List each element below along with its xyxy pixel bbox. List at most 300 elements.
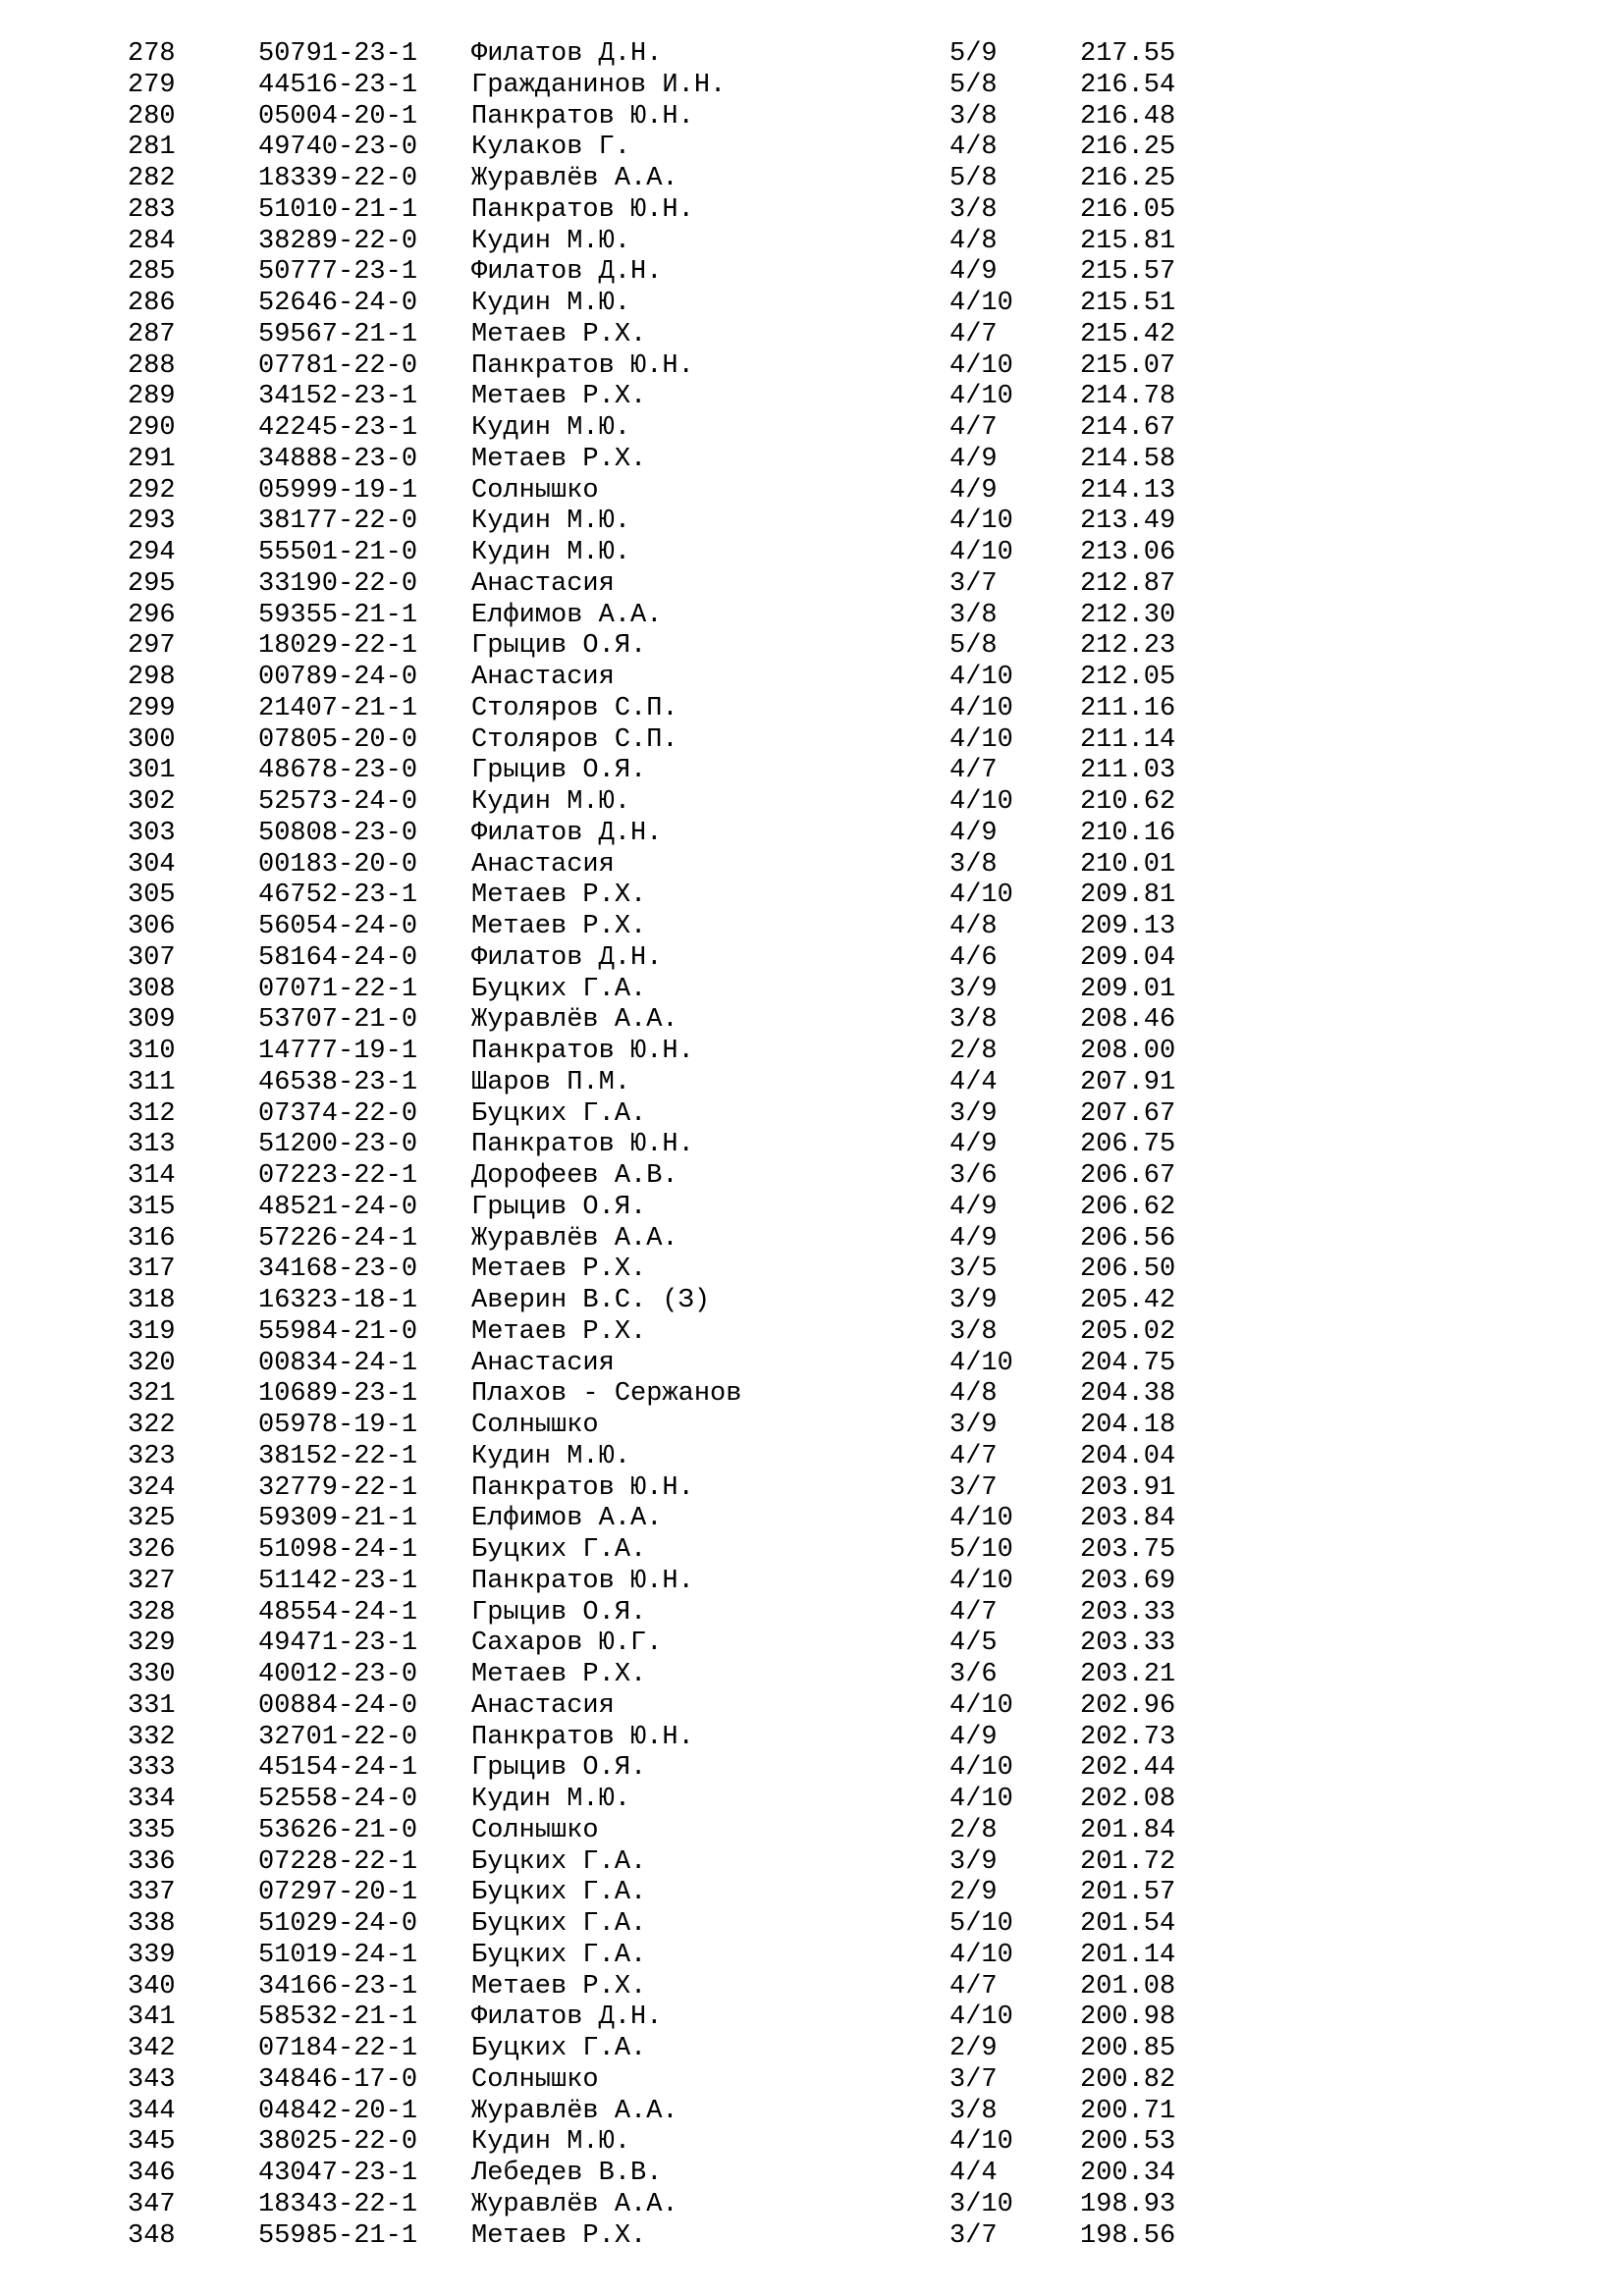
score-cell: 214.67 [1080,413,1176,443]
id-cell: 49740-23-0 [258,133,418,163]
id-cell: 00183-20-0 [258,849,418,880]
ratio-cell: 4/10 [949,1785,1013,1814]
rank-cell: 329 [128,1629,176,1659]
score-cell: 209.81 [1080,881,1176,911]
ratio-cell: 3/9 [949,1411,998,1440]
score-cell: 201.57 [1080,1878,1176,1908]
score-cell: 200.34 [1080,2159,1176,2188]
rank-cell: 284 [128,226,176,256]
score-cell: 202.08 [1080,1785,1176,1814]
ratio-cell: 4/10 [949,724,1013,755]
ratio-cell: 4/9 [949,1722,998,1752]
id-cell: 59309-21-1 [258,1504,418,1534]
owner-cell: Журавлёв А.А. [471,1223,678,1254]
rank-cell: 318 [128,1286,176,1315]
id-cell: 18343-22-1 [258,2189,418,2219]
owner-cell: Филатов Д.Н. [471,257,663,288]
rank-cell: 282 [128,164,176,193]
ratio-cell: 2/8 [949,1815,998,1845]
id-cell: 58164-24-0 [258,942,418,973]
table-row [0,2034,1624,2065]
id-cell: 05978-19-1 [258,1411,418,1440]
table-row [0,1349,1624,1380]
table-row [0,2190,1624,2221]
ratio-cell: 3/10 [949,2189,1013,2219]
rank-cell: 292 [128,475,176,506]
owner-cell: Филатов Д.Н. [471,39,663,69]
rank-cell: 311 [128,1067,176,1097]
table-row [0,2097,1624,2128]
rank-cell: 330 [128,1660,176,1689]
rank-cell: 310 [128,1037,176,1066]
id-cell: 48678-23-0 [258,756,418,786]
score-cell: 211.14 [1080,724,1176,755]
ratio-cell: 4/10 [949,663,1013,692]
score-cell: 202.73 [1080,1722,1176,1752]
score-cell: 200.53 [1080,2127,1176,2158]
rank-cell: 327 [128,1566,176,1596]
table-row [0,382,1624,413]
owner-cell: Кудин М.Ю. [471,538,631,567]
ratio-cell: 4/10 [949,1940,1013,1970]
score-cell: 215.07 [1080,350,1176,381]
rank-cell: 314 [128,1161,176,1191]
id-cell: 07805-20-0 [258,724,418,755]
owner-cell: Елфимов А.А. [471,600,663,630]
rank-cell: 333 [128,1753,176,1784]
rank-cell: 289 [128,382,176,412]
ratio-cell: 4/8 [949,912,998,941]
ratio-cell: 4/7 [949,756,998,786]
rank-cell: 302 [128,787,176,817]
ratio-cell: 4/10 [949,289,1013,318]
score-cell: 201.08 [1080,1971,1176,2002]
id-cell: 59567-21-1 [258,319,418,349]
owner-cell: Панкратов Ю.Н. [471,1130,694,1160]
ratio-cell: 4/7 [949,1971,998,2002]
table-row [0,601,1624,632]
table-row [0,975,1624,1006]
score-cell: 213.49 [1080,507,1176,537]
score-cell: 203.91 [1080,1472,1176,1503]
owner-cell: Панкратов Ю.Н. [471,101,694,132]
id-cell: 38025-22-0 [258,2127,418,2158]
id-cell: 34888-23-0 [258,444,418,474]
score-cell: 201.72 [1080,1846,1176,1877]
score-cell: 203.84 [1080,1504,1176,1534]
id-cell: 49471-23-1 [258,1629,418,1659]
id-cell: 07374-22-0 [258,1098,418,1129]
score-cell: 200.85 [1080,2034,1176,2063]
id-cell: 04842-20-1 [258,2096,418,2126]
id-cell: 56054-24-0 [258,912,418,941]
id-cell: 34152-23-1 [258,382,418,412]
rank-cell: 279 [128,70,176,100]
owner-cell: Буцких Г.А. [471,1878,647,1908]
score-cell: 198.56 [1080,2220,1176,2251]
ratio-cell: 4/10 [949,1566,1013,1596]
rank-cell: 297 [128,631,176,662]
owner-cell: Кудин М.Ю. [471,226,631,256]
owner-cell: Метаев Р.Х. [471,1971,647,2002]
owner-cell: Буцких Г.А. [471,2034,647,2063]
id-cell: 18339-22-0 [258,164,418,193]
rank-cell: 288 [128,350,176,381]
ratio-cell: 4/9 [949,818,998,848]
rank-cell: 291 [128,444,176,474]
ratio-cell: 2/9 [949,1878,998,1908]
ratio-cell: 3/8 [949,600,998,630]
ratio-cell: 3/8 [949,101,998,132]
score-cell: 204.75 [1080,1348,1176,1378]
table-row [0,1130,1624,1161]
score-cell: 206.56 [1080,1223,1176,1254]
table-row [0,2065,1624,2097]
table-row [0,631,1624,663]
ratio-cell: 4/6 [949,942,998,973]
id-cell: 46538-23-1 [258,1067,418,1097]
id-cell: 00884-24-0 [258,1690,418,1721]
ratio-cell: 3/9 [949,1846,998,1877]
rank-cell: 304 [128,849,176,880]
id-cell: 51200-23-0 [258,1130,418,1160]
rank-cell: 345 [128,2127,176,2158]
ratio-cell: 4/10 [949,538,1013,567]
id-cell: 51010-21-1 [258,194,418,225]
rank-cell: 306 [128,912,176,941]
owner-cell: Буцких Г.А. [471,1909,647,1939]
score-cell: 208.00 [1080,1037,1176,1066]
id-cell: 53707-21-0 [258,1005,418,1036]
owner-cell: Анастасия [471,568,615,599]
id-cell: 18029-22-1 [258,631,418,662]
owner-cell: Столяров С.П. [471,724,678,755]
rank-cell: 299 [128,693,176,723]
owner-cell: Аверин В.С. (З) [471,1286,711,1315]
rank-cell: 293 [128,507,176,537]
table-row [0,1317,1624,1349]
table-row [0,538,1624,569]
score-cell: 212.23 [1080,631,1176,662]
id-cell: 58532-21-1 [258,2002,418,2033]
owner-cell: Панкратов Ю.Н. [471,1037,694,1066]
table-row [0,1753,1624,1785]
owner-cell: Метаев Р.Х. [471,319,647,349]
rank-cell: 278 [128,39,176,69]
owner-cell: Кудин М.Ю. [471,413,631,443]
score-cell: 211.03 [1080,756,1176,786]
owner-cell: Панкратов Ю.Н. [471,1472,694,1503]
score-cell: 215.51 [1080,289,1176,318]
owner-cell: Сахаров Ю.Г. [471,1629,663,1659]
score-cell: 209.04 [1080,942,1176,973]
rank-cell: 326 [128,1535,176,1565]
rank-cell: 347 [128,2189,176,2219]
ratio-cell: 3/9 [949,974,998,1004]
ratio-cell: 2/8 [949,1037,998,1066]
table-row [0,133,1624,164]
score-cell: 210.01 [1080,849,1176,880]
ratio-cell: 3/5 [949,1255,998,1285]
owner-cell: Солнышко [471,1815,599,1845]
rank-cell: 340 [128,1971,176,2002]
table-row [0,1005,1624,1037]
score-cell: 207.91 [1080,1067,1176,1097]
id-cell: 45154-24-1 [258,1753,418,1784]
table-row [0,1941,1624,1972]
table-row [0,1255,1624,1286]
ratio-cell: 3/7 [949,2064,998,2095]
rank-cell: 322 [128,1411,176,1440]
owner-cell: Журавлёв А.А. [471,2189,678,2219]
id-cell: 59355-21-1 [258,600,418,630]
score-cell: 214.58 [1080,444,1176,474]
ratio-cell: 3/6 [949,1660,998,1689]
owner-cell: Дорофеев А.В. [471,1161,678,1191]
ratio-cell: 3/8 [949,1005,998,1036]
ratio-cell: 3/6 [949,1161,998,1191]
table-row [0,164,1624,195]
rank-cell: 313 [128,1130,176,1160]
owner-cell: Журавлёв А.А. [471,2096,678,2126]
score-cell: 216.25 [1080,164,1176,193]
score-cell: 203.69 [1080,1566,1176,1596]
owner-cell: Буцких Г.А. [471,1098,647,1129]
rank-cell: 315 [128,1192,176,1222]
owner-cell: Буцких Г.А. [471,1940,647,1970]
id-cell: 07071-22-1 [258,974,418,1004]
owner-cell: Столяров С.П. [471,693,678,723]
table-row [0,1286,1624,1317]
id-cell: 38289-22-0 [258,226,418,256]
owner-cell: Панкратов Ю.Н. [471,1722,694,1752]
id-cell: 42245-23-1 [258,413,418,443]
owner-cell: Шаров П.М. [471,1067,631,1097]
rank-cell: 331 [128,1690,176,1721]
owner-cell: Лебедев В.В. [471,2159,663,2188]
rank-cell: 323 [128,1441,176,1471]
table-row [0,1099,1624,1131]
owner-cell: Солнышко [471,2064,599,2095]
id-cell: 57226-24-1 [258,1223,418,1254]
ratio-cell: 4/4 [949,1067,998,1097]
score-cell: 215.81 [1080,226,1176,256]
table-row [0,1598,1624,1629]
ratio-cell: 4/10 [949,1504,1013,1534]
table-row [0,1473,1624,1505]
rank-cell: 334 [128,1785,176,1814]
score-cell: 217.55 [1080,39,1176,69]
table-row [0,2159,1624,2190]
table-row [0,257,1624,289]
table-row [0,1535,1624,1567]
score-cell: 203.75 [1080,1535,1176,1565]
table-row [0,1379,1624,1411]
ratio-cell: 3/7 [949,1472,998,1503]
ratio-cell: 4/10 [949,2002,1013,2033]
ratio-cell: 3/8 [949,849,998,880]
id-cell: 51142-23-1 [258,1566,418,1596]
ratio-cell: 3/8 [949,2096,998,2126]
table-row [0,2221,1624,2253]
score-cell: 206.75 [1080,1130,1176,1160]
id-cell: 55985-21-1 [258,2220,418,2251]
table-row [0,2127,1624,2159]
score-cell: 208.46 [1080,1005,1176,1036]
owner-cell: Кудин М.Ю. [471,787,631,817]
rank-cell: 332 [128,1722,176,1752]
ratio-cell: 5/10 [949,1535,1013,1565]
score-cell: 214.78 [1080,382,1176,412]
rank-cell: 328 [128,1597,176,1628]
score-cell: 204.04 [1080,1441,1176,1471]
score-cell: 204.18 [1080,1411,1176,1440]
rank-cell: 342 [128,2034,176,2063]
table-row [0,569,1624,601]
id-cell: 44516-23-1 [258,70,418,100]
ratio-cell: 3/8 [949,194,998,225]
ratio-cell: 4/9 [949,1223,998,1254]
owner-cell: Буцких Г.А. [471,1846,647,1877]
owner-cell: Кудин М.Ю. [471,2127,631,2158]
table-row [0,1660,1624,1691]
table-row [0,787,1624,819]
ratio-cell: 3/7 [949,568,998,599]
owner-cell: Плахов - Сержанов [471,1379,742,1410]
owner-cell: Метаев Р.Х. [471,1660,647,1689]
owner-cell: Грыцив О.Я. [471,631,647,662]
score-cell: 206.67 [1080,1161,1176,1191]
id-cell: 05999-19-1 [258,475,418,506]
rank-cell: 305 [128,881,176,911]
ratio-cell: 4/8 [949,133,998,163]
table-row [0,912,1624,943]
table-row [0,507,1624,538]
table-row [0,663,1624,694]
ratio-cell: 4/10 [949,1348,1013,1378]
score-cell: 212.30 [1080,600,1176,630]
ratio-cell: 3/9 [949,1286,998,1315]
owner-cell: Метаев Р.Х. [471,1316,647,1347]
rank-cell: 309 [128,1005,176,1036]
score-cell: 198.93 [1080,2189,1176,2219]
ratio-cell: 4/7 [949,319,998,349]
rank-cell: 295 [128,568,176,599]
id-cell: 55501-21-0 [258,538,418,567]
table-row [0,1909,1624,1941]
owner-cell: Журавлёв А.А. [471,1005,678,1036]
rank-cell: 320 [128,1348,176,1378]
table-row [0,1411,1624,1442]
score-cell: 216.25 [1080,133,1176,163]
owner-cell: Анастасия [471,1348,615,1378]
id-cell: 55984-21-0 [258,1316,418,1347]
owner-cell: Кулаков Г. [471,133,631,163]
ratio-cell: 4/10 [949,1690,1013,1721]
rank-cell: 283 [128,194,176,225]
rank-cell: 317 [128,1255,176,1285]
score-cell: 204.38 [1080,1379,1176,1410]
ratio-cell: 5/8 [949,631,998,662]
rank-cell: 321 [128,1379,176,1410]
id-cell: 32701-22-0 [258,1722,418,1752]
score-cell: 205.02 [1080,1316,1176,1347]
ratio-cell: 4/10 [949,382,1013,412]
table-row [0,102,1624,133]
ratio-cell: 3/8 [949,1316,998,1347]
ratio-cell: 4/10 [949,507,1013,537]
rank-cell: 294 [128,538,176,567]
owner-cell: Солнышко [471,475,599,506]
rank-cell: 335 [128,1815,176,1845]
owner-cell: Грыцив О.Я. [471,756,647,786]
table-row [0,195,1624,227]
owner-cell: Метаев Р.Х. [471,1255,647,1285]
score-cell: 201.54 [1080,1909,1176,1939]
rank-cell: 339 [128,1940,176,1970]
ratio-cell: 4/10 [949,787,1013,817]
owner-cell: Солнышко [471,1411,599,1440]
id-cell: 32779-22-1 [258,1472,418,1503]
id-cell: 53626-21-0 [258,1815,418,1845]
ratio-cell: 4/10 [949,2127,1013,2158]
ratio-cell: 4/9 [949,444,998,474]
ratio-cell: 4/7 [949,413,998,443]
table-row [0,476,1624,507]
table-row [0,694,1624,725]
owner-cell: Метаев Р.Х. [471,382,647,412]
table-row [0,227,1624,258]
score-cell: 215.42 [1080,319,1176,349]
ratio-cell: 4/9 [949,1192,998,1222]
owner-cell: Филатов Д.Н. [471,942,663,973]
owner-cell: Кудин М.Ю. [471,507,631,537]
rank-cell: 300 [128,724,176,755]
ratio-cell: 2/9 [949,2034,998,2063]
table-row [0,1037,1624,1068]
owner-cell: Буцких Г.А. [471,1535,647,1565]
id-cell: 07223-22-1 [258,1161,418,1191]
owner-cell: Филатов Д.Н. [471,818,663,848]
owner-cell: Метаев Р.Х. [471,2220,647,2251]
score-cell: 200.71 [1080,2096,1176,2126]
rank-cell: 338 [128,1909,176,1939]
score-cell: 205.42 [1080,1286,1176,1315]
id-cell: 00834-24-1 [258,1348,418,1378]
owner-cell: Метаев Р.Х. [471,881,647,911]
score-cell: 210.62 [1080,787,1176,817]
owner-cell: Анастасия [471,1690,615,1721]
rank-cell: 337 [128,1878,176,1908]
rank-cell: 308 [128,974,176,1004]
ratio-cell: 4/9 [949,1130,998,1160]
table-row [0,756,1624,787]
score-cell: 207.67 [1080,1098,1176,1129]
id-cell: 48521-24-0 [258,1192,418,1222]
id-cell: 07781-22-0 [258,350,418,381]
score-cell: 216.54 [1080,70,1176,100]
table-row [0,2002,1624,2034]
rank-cell: 298 [128,663,176,692]
id-cell: 07184-22-1 [258,2034,418,2063]
id-cell: 05004-20-1 [258,101,418,132]
score-cell: 201.14 [1080,1940,1176,1970]
rank-cell: 280 [128,101,176,132]
id-cell: 34168-23-0 [258,1255,418,1285]
rank-cell: 285 [128,257,176,288]
score-cell: 213.06 [1080,538,1176,567]
id-cell: 07228-22-1 [258,1846,418,1877]
